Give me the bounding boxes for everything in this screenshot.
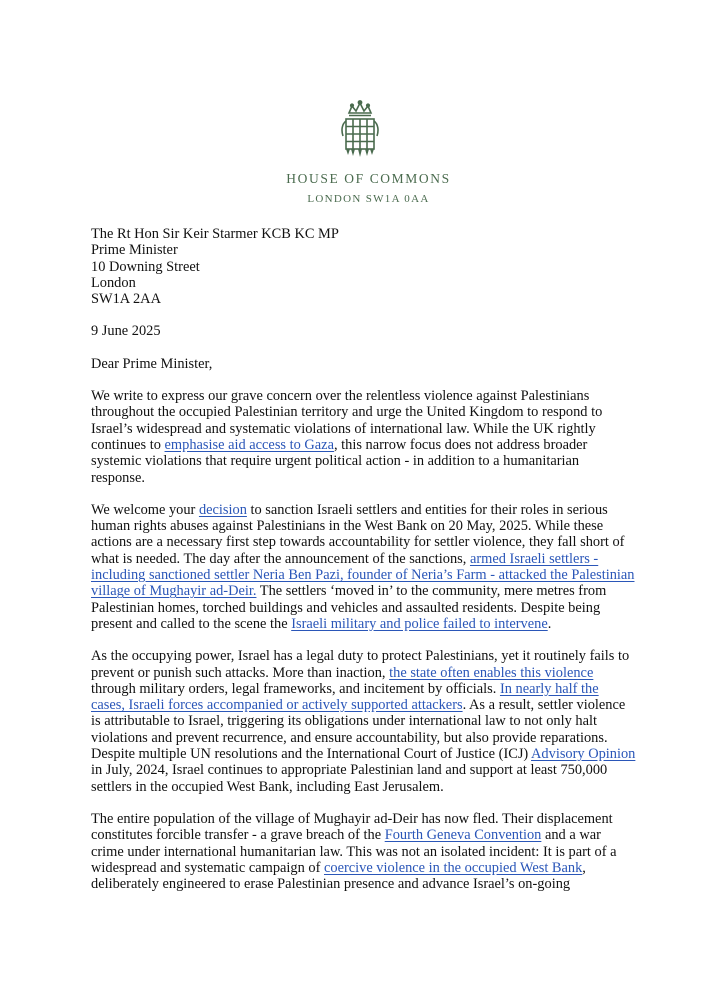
- letter-body: [91, 226, 636, 892]
- text-run: , this narrow focus does not address broader systemic violations that require urgent political action - in addition to a humanitarian response.: [91, 436, 588, 486]
- recipient-address: [91, 226, 636, 307]
- recipient-line: Prime Minister: [91, 242, 178, 259]
- salutation: Dear Prime Minister,: [91, 355, 213, 372]
- hyperlink[interactable]: emphasise aid access to Gaza: [164, 436, 334, 453]
- text-run: in July, 2024, Israel continues to appropriate Palestinian land and support at least 750,000 settlers in the occupied West Bank, including East Jerusalem.: [91, 762, 608, 795]
- letterhead: [0, 0, 723, 215]
- text-run: We write to express our grave concern over the relentless violence against Palestinians throughout the occupied Palestinian territory and urge the United Kingdom to respond to Israel’s widespread and systematic violations of international law. While the UK rightly continues to: [91, 388, 603, 453]
- paragraph-2: [91, 502, 636, 632]
- recipient-line: 10 Downing Street: [91, 258, 200, 275]
- hyperlink[interactable]: armed Israeli settlers - including sanctioned settler Neria Ben Pazi, founder of Neria’s Farm - attacked the Palestinian village of Mughayir ad-Deir.: [91, 550, 635, 600]
- hyperlink[interactable]: the state often enables this violence: [389, 664, 594, 681]
- hyperlink[interactable]: Israeli military and police failed to intervene: [291, 615, 548, 632]
- recipient-line: The Rt Hon Sir Keir Starmer KCB KC MP: [91, 226, 339, 242]
- hyperlink[interactable]: coercive violence in the occupied West Bank: [323, 859, 583, 876]
- text-run: The entire population of the village of Mughayir ad-Deir has now fled. Their displacement constitutes forcible transfer - a grave breach of the: [91, 810, 613, 844]
- recipient-line: SW1A 2AA: [91, 291, 161, 308]
- hyperlink[interactable]: decision: [198, 501, 247, 518]
- text-run: As the occupying power, Israel has a legal duty to protect Palestinians, yet it routinely fails to prevent or punish such attacks. More than inaction,: [91, 648, 630, 681]
- hyperlink[interactable]: Advisory Opinion: [531, 746, 636, 763]
- hyperlink[interactable]: Fourth Geneva Convention: [384, 827, 542, 844]
- letter-date: 9 June 2025: [91, 323, 161, 340]
- text-run: through military orders, legal frameworks, and incitement by officials.: [91, 680, 500, 697]
- paragraph-3: [91, 648, 636, 795]
- text-run: and a war crime under international humanitarian law. This was not an isolated incident: It is part of a widespread and systematic campaign of: [91, 827, 617, 876]
- portcullis-icon: [341, 100, 379, 160]
- text-run: , deliberately engineered to erase Palestinian presence and advance Israel’s on-going: [91, 859, 586, 893]
- paragraph-1: [91, 388, 636, 486]
- text-run: We welcome your: [91, 501, 199, 518]
- organisation-address: LONDON SW1A 0AA: [307, 193, 430, 205]
- text-run: . As a result, settler violence is attributable to Israel, triggering its obligations under international law to not only halt violations and prevent recurrence, and ensure accountability, but also provide reparations. Despite multiple UN resolutions and the International Court of Justice (ICJ): [91, 697, 626, 763]
- recipient-line: London: [91, 274, 136, 291]
- hyperlink[interactable]: In nearly half the cases, Israeli forces accompanied or actively supported attackers: [91, 680, 599, 714]
- organisation-name: HOUSE OF COMMONS: [286, 171, 451, 186]
- text-run: .: [547, 615, 552, 632]
- text-run: The settlers ‘moved in’ to the community, mere metres from Palestinian homes, torched buildings and vehicles and assaulted residents. Despite being present and called to the scene the: [91, 583, 607, 632]
- text-run: to sanction Israeli settlers and entities for their roles in serious human rights abuses against Palestinians in the West Bank on 20 May, 2025. While these actions are a necessary first step towards accountability for settler violence, they fall short of what is needed. The day after the announcement of the sanctions,: [91, 501, 625, 567]
- paragraph-4: [91, 811, 636, 892]
